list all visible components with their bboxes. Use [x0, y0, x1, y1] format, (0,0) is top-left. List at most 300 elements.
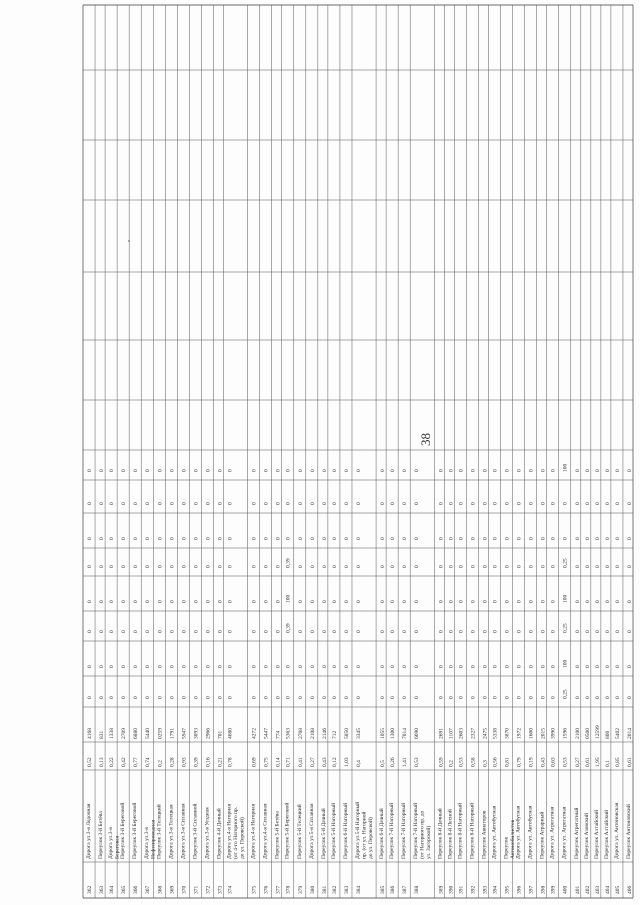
row-value: 0 — [562, 537, 569, 540]
road-name: Переулок 7-й Нагорный — [389, 802, 396, 859]
row-value: 0 — [504, 537, 511, 540]
row-value: 0 — [99, 696, 106, 699]
row-value: 0 — [438, 665, 445, 668]
row-value: 0 — [438, 502, 445, 505]
road-name: Нефтепроводная — [150, 819, 157, 859]
row-value: 0 — [121, 537, 128, 540]
road-area: 5338 — [492, 728, 499, 739]
row-value: 0 — [309, 665, 316, 668]
row-value: 0 — [390, 469, 397, 472]
row-value: 0 — [343, 537, 350, 540]
row-value: 0 — [275, 502, 282, 505]
row-value: 0 — [482, 696, 489, 699]
row-value: 0 — [458, 665, 465, 668]
road-name: Переулок 5-й Нагорный — [330, 802, 337, 859]
row-number: 398 — [540, 885, 547, 894]
row-value: 0 — [614, 502, 621, 505]
row-value: 0 — [87, 565, 93, 568]
row-value: 0 — [492, 630, 499, 633]
row-number: 374 — [227, 885, 234, 894]
row-value: 0 — [380, 696, 387, 699]
row-value: 0 — [390, 600, 397, 603]
row-value: 0 — [470, 630, 477, 633]
row-value: 0 — [380, 537, 387, 540]
row-value: 0 — [343, 665, 350, 668]
road-name: Дорога ул.3-я Лодочная — [86, 803, 92, 859]
row-value: 0 — [355, 665, 362, 668]
road-length: 0,3 — [482, 760, 489, 767]
row-value: 0 — [217, 696, 224, 699]
row-value: 0 — [297, 537, 304, 540]
row-value: 0 — [584, 630, 591, 633]
row-value: 0 — [414, 537, 421, 540]
row-value: 0 — [331, 565, 338, 568]
row-value: 0 — [109, 600, 116, 603]
row-value: 0 — [402, 600, 409, 603]
row-number: 376 — [263, 885, 270, 894]
road-area: 0500 — [584, 728, 591, 739]
road-name: Дорога ул. Автобусная — [491, 805, 498, 859]
row-value: 0 — [604, 630, 611, 633]
road-area: 1791 — [169, 728, 176, 739]
row-value: 0 — [482, 665, 489, 668]
row-value: 0 — [121, 600, 128, 603]
row-value: 0 — [438, 630, 445, 633]
row-value: 0 — [285, 696, 292, 699]
road-length: 0,77 — [133, 757, 140, 767]
row-value: 0 — [169, 565, 176, 568]
row-value: 0 — [251, 469, 258, 472]
road-length: 0,42 — [121, 757, 128, 767]
road-name: Дорога ул.4-я Нагорная — [250, 803, 257, 859]
row-value: 0 — [321, 696, 328, 699]
row-value: 0 — [193, 469, 200, 472]
row-value: 0 — [99, 600, 106, 603]
row-value: 0 — [390, 696, 397, 699]
row-number: 366 — [133, 885, 140, 894]
road-area: 1596 — [562, 728, 569, 739]
road-area: 0259 — [157, 728, 164, 739]
row-number: 396 — [516, 885, 523, 894]
row-value: 0 — [626, 502, 633, 505]
row-value: 0 — [309, 537, 316, 540]
row-value: 0 — [550, 630, 557, 633]
row-value: 0 — [181, 696, 188, 699]
row-value: 0 — [380, 565, 387, 568]
row-value: 0 — [133, 565, 140, 568]
row-value: 0 — [492, 537, 499, 540]
row-value: 0 — [145, 537, 152, 540]
road-area: 5850 — [343, 728, 350, 739]
road-name: до ул. Перовской) — [367, 817, 374, 859]
road-length: 0,69 — [251, 757, 258, 767]
road-area: 2108 — [309, 728, 316, 739]
road-name: Переулок 3-й Телецкий — [156, 804, 163, 859]
row-number: 391 — [458, 885, 465, 894]
road-area: 2709 — [121, 728, 128, 739]
row-value: 0 — [145, 565, 152, 568]
row-value: 0 — [448, 630, 455, 633]
row-value: 0 — [438, 537, 445, 540]
road-length: 0,43 — [321, 757, 328, 767]
row-value: 0 — [331, 630, 338, 633]
row-value: 0 — [504, 696, 511, 699]
road-length: 0,56 — [492, 757, 499, 767]
road-area: 5440 — [145, 728, 152, 739]
road-length: 0,53 — [562, 757, 569, 767]
road-area: 5402 — [614, 728, 621, 739]
row-value: 0 — [380, 665, 387, 668]
row-value: 0 — [133, 696, 140, 699]
row-value: 0 — [99, 537, 106, 540]
row-value: 0 — [217, 600, 224, 603]
row-value: 0 — [626, 630, 633, 633]
road-name: Дорога ул.3-я Сплавная — [180, 803, 187, 859]
row-value: 0 — [594, 600, 601, 603]
road-length: 0,28 — [169, 757, 176, 767]
row-value: 0 — [227, 502, 234, 505]
row-value: 0 — [574, 565, 581, 568]
row-value: 0 — [121, 469, 128, 472]
row-value: 0 — [217, 502, 224, 505]
row-value: 0 — [528, 469, 535, 472]
row-value: 0 — [492, 665, 499, 668]
row-number: 377 — [275, 885, 282, 894]
road-name: Дорога ул.3-я — [108, 827, 115, 859]
row-value: 0 — [390, 665, 397, 668]
row-value: 0 — [133, 665, 140, 668]
row-value: 0 — [133, 537, 140, 540]
road-name: Дорога ул.3-я Телецкая — [168, 804, 175, 859]
row-value: 0 — [516, 469, 523, 472]
road-name: Дорога ул.5-й Нагорный — [354, 801, 361, 859]
road-name: Переулок 5-й Дачный — [320, 808, 327, 859]
row-value: 0 — [470, 537, 477, 540]
row-value: 0 — [482, 600, 489, 603]
road-area: 2327 — [470, 728, 477, 739]
row-value: 0 — [331, 665, 338, 668]
row-value: 0 — [470, 469, 477, 472]
row-value: 0 — [574, 696, 581, 699]
row-value: 0 — [331, 469, 338, 472]
road-area: 1600 — [528, 728, 535, 739]
row-value: 0 — [263, 537, 270, 540]
row-value: 0 — [594, 469, 601, 472]
row-value: 0 — [540, 469, 547, 472]
table-cells — [86, 464, 633, 895]
road-area: 2015 — [540, 728, 547, 739]
row-value: 0 — [594, 696, 601, 699]
row-value: 0 — [626, 696, 633, 699]
road-name: Переулок 5-й Береговой — [284, 802, 291, 859]
row-value: 0 — [355, 630, 362, 633]
row-value: 0 — [217, 469, 224, 472]
row-value: 0 — [217, 665, 224, 668]
row-number: 373 — [217, 885, 224, 894]
road-area: 7014 — [402, 728, 409, 739]
road-area: 6690 — [414, 728, 421, 739]
row-value: 0 — [528, 502, 535, 505]
row-value: 0 — [528, 600, 535, 603]
road-area: 2691 — [438, 728, 445, 739]
row-value: 0 — [355, 502, 362, 505]
row-value: 0 — [540, 502, 547, 505]
row-value: 0 — [528, 537, 535, 540]
road-name: Переулок Алтайский — [593, 809, 600, 859]
road-name: Переулок 7-й Нагорный — [401, 802, 408, 859]
row-value: 0 — [263, 469, 270, 472]
row-value: 0 — [133, 600, 140, 603]
row-value: 0 — [157, 665, 164, 668]
road-length: 0,52 — [87, 757, 93, 767]
row-number: 368 — [157, 885, 164, 894]
road-length: 0,41 — [297, 757, 304, 767]
road-area: 4168 — [87, 728, 93, 739]
row-value: 0 — [109, 537, 116, 540]
row-value: 0 — [205, 537, 212, 540]
row-value: 0 — [227, 630, 234, 633]
row-value: 0 — [528, 665, 535, 668]
road-area: 701 — [217, 730, 224, 739]
row-value: 0 — [458, 600, 465, 603]
road-length: 0,63 — [550, 757, 557, 767]
road-length: 0,27 — [309, 757, 316, 767]
row-value: 0 — [309, 600, 316, 603]
row-number: 375 — [251, 885, 258, 894]
row-value: 0 — [109, 565, 116, 568]
row-value: 0 — [516, 630, 523, 633]
row-number: 400 — [562, 885, 569, 894]
row-value: 0 — [275, 537, 282, 540]
row-number: 372 — [205, 885, 212, 894]
row-value: 0 — [550, 600, 557, 603]
row-value: 0 — [402, 537, 409, 540]
row-value: 0 — [263, 565, 270, 568]
row-value: 0 — [414, 469, 421, 472]
row-value: 0 — [438, 469, 445, 472]
row-value: 0 — [275, 469, 282, 472]
row-number: 386 — [390, 885, 397, 894]
row-value: 0 — [87, 600, 93, 603]
row-value: 0 — [414, 600, 421, 603]
road-name: (от 4-го Нагорного пр. — [233, 806, 240, 859]
row-value: 0 — [540, 537, 547, 540]
row-value: 0 — [109, 665, 116, 668]
row-value: 0 — [251, 537, 258, 540]
row-value: 0 — [321, 469, 328, 472]
row-value: 0 — [614, 665, 621, 668]
row-value: 0 — [458, 696, 465, 699]
row-value: 0 — [458, 565, 465, 568]
road-length: 0,13 — [99, 757, 106, 767]
row-value: 0 — [193, 696, 200, 699]
road-length: 0,19 — [528, 757, 535, 767]
road-area: 1300 — [390, 728, 397, 739]
row-value: 0 — [516, 696, 523, 699]
row-value: 0 — [458, 469, 465, 472]
row-number: 363 — [99, 885, 106, 894]
row-value: 0 — [275, 565, 282, 568]
row-value: 0 — [205, 665, 212, 668]
row-value: 0 — [121, 630, 128, 633]
row-number: 392 — [470, 885, 477, 894]
row-value: 0 — [99, 469, 106, 472]
road-area: 4680 — [227, 728, 234, 739]
row-value: 0 — [355, 469, 362, 472]
row-value: 0 — [297, 502, 304, 505]
row-value: 0 — [594, 565, 601, 568]
road-name: Автомобилистов — [510, 819, 517, 859]
row-value: 0 — [438, 696, 445, 699]
road-length: 0,58 — [470, 757, 477, 767]
row-value: 0 — [626, 469, 633, 472]
row-value: 0 — [550, 665, 557, 668]
row-value: 0 — [87, 665, 93, 668]
row-value: 0 — [355, 696, 362, 699]
row-value: 0,25 — [562, 558, 569, 568]
row-number: 399 — [550, 885, 557, 894]
road-area: 2100 — [574, 728, 581, 739]
row-value: 0 — [297, 600, 304, 603]
row-value: 0 — [109, 696, 116, 699]
row-value: 0 — [109, 469, 116, 472]
row-value: 0 — [263, 696, 270, 699]
road-area: 5447 — [263, 728, 270, 739]
road-name: Переулок 3-й Бетёва — [98, 811, 105, 859]
row-value: 0 — [193, 600, 200, 603]
road-area: 712 — [331, 730, 338, 739]
row-number: 394 — [492, 885, 499, 894]
row-value: 0 — [87, 502, 93, 505]
row-number: 402 — [584, 885, 591, 894]
row-value: 0 — [275, 696, 282, 699]
road-length: 0,93 — [181, 757, 188, 767]
road-length: 0,53 — [414, 757, 421, 767]
row-value: 0 — [504, 665, 511, 668]
row-number: 404 — [604, 885, 611, 894]
road-length: 0,1 — [604, 760, 611, 767]
road-name: Переулок 8-й Нагорный — [469, 802, 476, 859]
road-length: 0,53 — [458, 757, 465, 767]
row-value: 0 — [528, 630, 535, 633]
row-value: 0 — [550, 696, 557, 699]
road-length: 0,79 — [516, 757, 523, 767]
row-value: 0 — [99, 630, 106, 633]
row-value: 0 — [390, 630, 397, 633]
row-value: 0 — [343, 565, 350, 568]
row-value: 0 — [309, 469, 316, 472]
row-value: 0 — [550, 469, 557, 472]
row-value: 0 — [390, 537, 397, 540]
row-value: 0 — [516, 502, 523, 505]
row-value: 0,39 — [285, 623, 292, 633]
row-value: 0 — [343, 502, 350, 505]
row-value: 0 — [145, 600, 152, 603]
row-value: 0 — [193, 630, 200, 633]
row-value: 0 — [390, 565, 397, 568]
row-value: 0 — [574, 469, 581, 472]
road-length: 1,41 — [402, 757, 409, 767]
row-value: 0 — [626, 665, 633, 668]
road-name: Береговая — [114, 835, 121, 859]
row-value: 0 — [217, 630, 224, 633]
road-name: Переулок 8-й Дачный — [437, 808, 444, 859]
road-name: Переулок Антоновский — [625, 804, 632, 859]
row-value: 0 — [492, 565, 499, 568]
road-area: 2708 — [297, 728, 304, 739]
road-name: Дорога ул. Агрегатная — [549, 806, 556, 859]
row-value: 0 — [181, 537, 188, 540]
row-value: 0 — [309, 630, 316, 633]
row-value: 0 — [604, 696, 611, 699]
road-name: пр. (от ул. Нагорной — [361, 811, 368, 859]
row-value: 0 — [309, 696, 316, 699]
road-length: 0,14 — [275, 757, 282, 767]
row-value: 0 — [504, 600, 511, 603]
row-value: 0 — [380, 502, 387, 505]
road-length: 0,26 — [390, 757, 397, 767]
row-value: 0 — [550, 502, 557, 505]
road-area: 3345 — [355, 728, 362, 739]
row-value: 0 — [145, 665, 152, 668]
row-value: 0 — [297, 565, 304, 568]
row-value: 0 — [584, 537, 591, 540]
row-value: 0 — [492, 469, 499, 472]
row-value: 0 — [594, 502, 601, 505]
row-value: 0 — [227, 696, 234, 699]
row-value: 0 — [275, 600, 282, 603]
row-value: 0 — [285, 665, 292, 668]
road-area: 1055 — [380, 728, 387, 739]
row-value: 0 — [458, 630, 465, 633]
row-number: 406 — [626, 885, 633, 894]
row-number: 381 — [321, 885, 328, 894]
row-number: 378 — [285, 885, 292, 894]
row-number: 362 — [87, 885, 93, 894]
row-number: 393 — [482, 885, 489, 894]
road-length: 0,43 — [540, 757, 547, 767]
road-length: 0,12 — [331, 757, 338, 767]
row-number: 385 — [380, 885, 387, 894]
row-value: 0 — [343, 600, 350, 603]
road-name: Переулок 7-й Нагорный — [413, 802, 420, 859]
row-number: 370 — [181, 885, 188, 894]
row-value: 0 — [492, 696, 499, 699]
row-value: 0 — [482, 537, 489, 540]
row-value: 0 — [414, 502, 421, 505]
road-area: 12599 — [594, 725, 601, 739]
row-value: 0 — [181, 565, 188, 568]
row-value: 100 — [562, 659, 569, 668]
road-name: Дорога ул.4-я Сплавная — [262, 803, 269, 859]
row-value: 0 — [574, 537, 581, 540]
row-value: 0 — [470, 502, 477, 505]
row-number: 367 — [145, 885, 152, 894]
road-name: Дорога ул. Автобусная — [527, 805, 534, 859]
row-value: 0 — [169, 537, 176, 540]
row-value: 0 — [492, 600, 499, 603]
row-value: 0 — [438, 565, 445, 568]
row-value: 0 — [540, 565, 547, 568]
row-value: 0 — [516, 565, 523, 568]
road-name: Дорога ул.5-я Сплавная — [308, 803, 315, 859]
row-value: 0 — [458, 502, 465, 505]
row-value: 0 — [482, 502, 489, 505]
row-value: 0 — [169, 630, 176, 633]
row-value: 0 — [321, 600, 328, 603]
row-number: 371 — [193, 885, 200, 894]
row-value: 0 — [402, 665, 409, 668]
